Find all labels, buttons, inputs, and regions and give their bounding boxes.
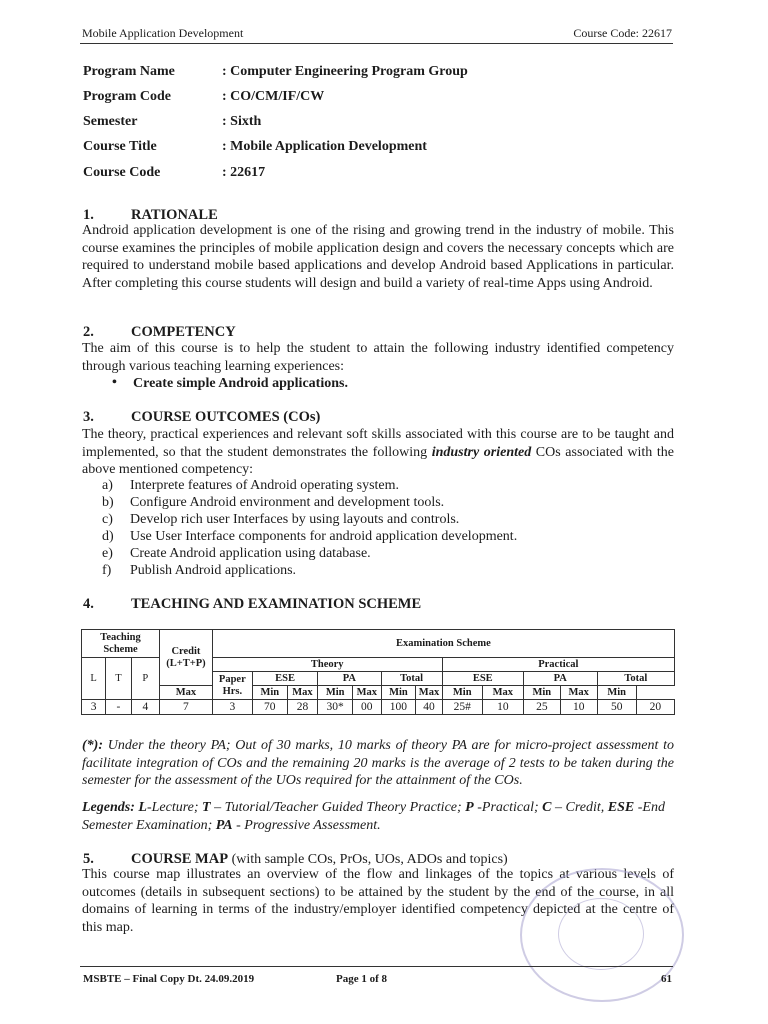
cell-practical-pa-max: 25: [523, 700, 560, 715]
coursemap-number: 5.: [83, 851, 94, 867]
cell-theory-ese-min: 28: [287, 700, 318, 715]
col-l: L: [82, 658, 106, 700]
legends: Legends: L-Lecture; T – Tutorial/Teacher Guided Theory Practice; P -Practical; C – Credit, ESE -End Semester Examination; PA - Progressive Assessment.: [82, 800, 665, 833]
list-item: a) Interprete features of Android operating system.: [102, 478, 400, 493]
col-p: P: [131, 658, 160, 700]
outcomes-number: 3.: [83, 409, 94, 425]
list-item: b) Configure Android environment and development tools.: [102, 495, 445, 510]
pa-note: (*): Under the theory PA; Out of 30 marks, 10 marks of theory PA are for micro-project assessment to facilitate integration of COs and the remaining 20 marks is the average of 2 tests to be taken during the semester for the assessment of the UOs required for the attainment of the COs.: [82, 738, 674, 789]
program-name-label: Program Name: [83, 64, 175, 79]
competency-bullet: Create simple Android applications.: [133, 376, 348, 391]
cell-t: -: [106, 700, 131, 715]
competency-heading: COMPETENCY: [131, 324, 236, 340]
footer-rule: [80, 966, 673, 967]
cell-p: 4: [131, 700, 160, 715]
min-header: Min: [442, 686, 482, 700]
practical-total-header: Total: [597, 672, 674, 686]
min-header: Min: [318, 686, 353, 700]
rationale-number: 1.: [83, 207, 94, 223]
min-header: Min: [381, 686, 416, 700]
coursemap-text: This course map illustrates an overview of the flow and linkages of the topics at various levels of outcomes (details in subsequent sections) to be attained by the student by the end of the course, in all domains of learning in terms of the industry/employer identified competency depicted at the centre of this map.: [82, 867, 674, 935]
course-title-value: : Mobile Application Development: [222, 139, 427, 154]
list-item: f) Publish Android applications.: [102, 563, 297, 578]
program-code-value: : CO/CM/IF/CW: [222, 89, 325, 104]
practical-ese-header: ESE: [442, 672, 523, 686]
max-header: Max: [560, 686, 597, 700]
footer-sheet-number: 61: [661, 973, 672, 985]
col-t: T: [106, 658, 131, 700]
max-header: Max: [482, 686, 523, 700]
scheme-table: [81, 629, 675, 715]
course-code-label: Course Code: [83, 165, 161, 180]
outcomes-list: [102, 477, 662, 579]
cell-theory-pa-min: 00: [353, 700, 381, 715]
scheme-heading: TEACHING AND EXAMINATION SCHEME: [131, 596, 422, 612]
cell-practical-ese-min: 10: [482, 700, 523, 715]
cell-theory-total-max: 100: [381, 700, 416, 715]
semester-label: Semester: [83, 114, 138, 129]
max-header: Max: [160, 686, 213, 700]
practical-pa-header: PA: [523, 672, 597, 686]
semester-value: : Sixth: [222, 114, 262, 129]
cell-theory-total-min: 40: [416, 700, 442, 715]
seal-stamp: [520, 868, 684, 1002]
rationale-heading: RATIONALE: [131, 207, 218, 223]
header-course-name: Mobile Application Development: [82, 26, 244, 40]
program-name-value: : Computer Engineering Program Group: [222, 64, 468, 79]
theory-total-header: Total: [381, 672, 442, 686]
min-header: Min: [252, 686, 287, 700]
theory-header: Theory: [212, 658, 442, 672]
bullet-icon: •: [112, 375, 117, 390]
industry-oriented-emphasis: industry oriented: [431, 444, 532, 460]
competency-text: The aim of this course is to help the student to attain the following industry identified competency through various teaching learning experiences:: [82, 341, 674, 374]
program-code-label: Program Code: [83, 89, 171, 104]
min-header: Min: [523, 686, 560, 700]
coursemap-heading: COURSE MAP (with sample COs, PrOs, UOs, ADOs and topics): [131, 851, 508, 867]
teaching-scheme-header: Teaching Scheme: [82, 630, 160, 658]
outcomes-text: The theory, practical experiences and relevant soft skills associated with this course are to be taught and implemented, so that the student demonstrates the following industry oriented COs associated with the above mentioned competency:: [82, 427, 675, 478]
cell-credit: 7: [160, 700, 213, 715]
cell-practical-ese-max: 25#: [442, 700, 482, 715]
rationale-text: Android application development is one of the rising and growing trend in the industry of mobile. This course examines the principles of mobile application design and covers the necessary concepts which are required to understand mobile based applications and develop Android based Applications in particular. After completing this course students will design and build a variety of real-time Apps using Android.: [82, 223, 674, 291]
practical-header: Practical: [442, 658, 674, 672]
max-header: Max: [416, 686, 442, 700]
cell-practical-total-max: 50: [597, 700, 636, 715]
theory-pa-header: PA: [318, 672, 381, 686]
list-item: d) Use User Interface components for android application development.: [102, 529, 518, 544]
header-course-code: Course Code: 22617: [573, 26, 672, 40]
course-title-label: Course Title: [83, 139, 157, 154]
header-rule: [80, 43, 673, 44]
cell-paper-hrs: 3: [212, 700, 252, 715]
scheme-number: 4.: [83, 596, 94, 612]
min-header: Min: [597, 686, 636, 700]
cell-practical-total-min: 20: [636, 700, 674, 715]
theory-ese-header: ESE: [252, 672, 317, 686]
list-item: c) Develop rich user Interfaces by using layouts and controls.: [102, 512, 460, 527]
paper-hrs-header: Paper Hrs.: [212, 672, 252, 700]
exam-scheme-header: Examination Scheme: [212, 630, 674, 658]
cell-practical-pa-min: 10: [560, 700, 597, 715]
cell-l: 3: [82, 700, 106, 715]
max-header: Max: [287, 686, 318, 700]
credit-header: Credit (L+T+P): [160, 630, 213, 686]
cell-theory-pa-max: 30*: [318, 700, 353, 715]
table-row: [82, 700, 675, 715]
course-code-value: : 22617: [222, 165, 266, 180]
competency-number: 2.: [83, 324, 94, 340]
footer-copy-date: MSBTE – Final Copy Dt. 24.09.2019: [83, 973, 255, 985]
list-item: e) Create Android application using database.: [102, 546, 371, 561]
outcomes-heading: COURSE OUTCOMES (COs): [131, 409, 321, 425]
cell-theory-ese-max: 70: [252, 700, 287, 715]
max-header: Max: [353, 686, 381, 700]
footer-page-number: Page 1 of 8: [336, 973, 388, 985]
